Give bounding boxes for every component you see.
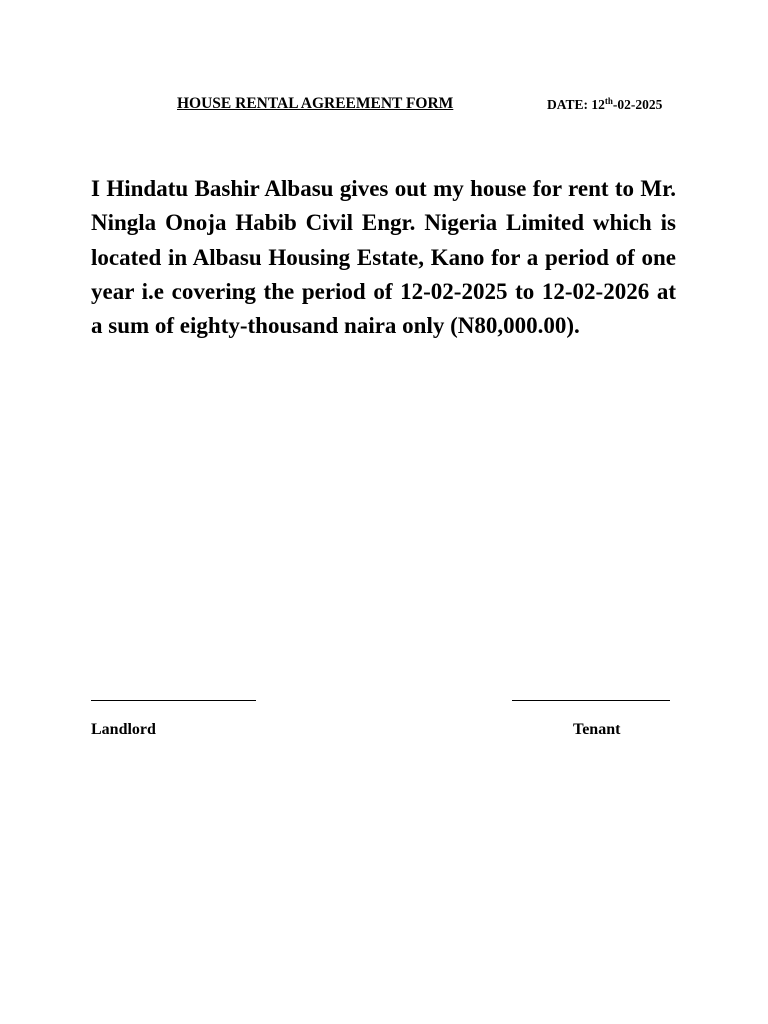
agreement-body: I Hindatu Bashir Albasu gives out my house for rent to Mr. Ningla Onoja Habib Civil Engr. Nigeria Limited which is located in Albasu Housing Estate, Kano for a period of one year i.e covering the period of 12-02-2025 to 12-02-2026 at a sum of eighty-thousand naira only (N80,000.00). [91,176,676,339]
document-title: HOUSE RENTAL AGREEMENT FORM [177,95,454,112]
tenant-signature-line [512,700,670,701]
tenant-label: Tenant [573,721,621,738]
document-date [547,95,662,115]
landlord-signature-line [91,700,256,701]
date-label: DATE: 12 [547,97,605,112]
date-suffix: -02-2025 [612,97,663,112]
date-superscript: th [604,96,613,106]
landlord-label: Landlord [91,721,156,738]
